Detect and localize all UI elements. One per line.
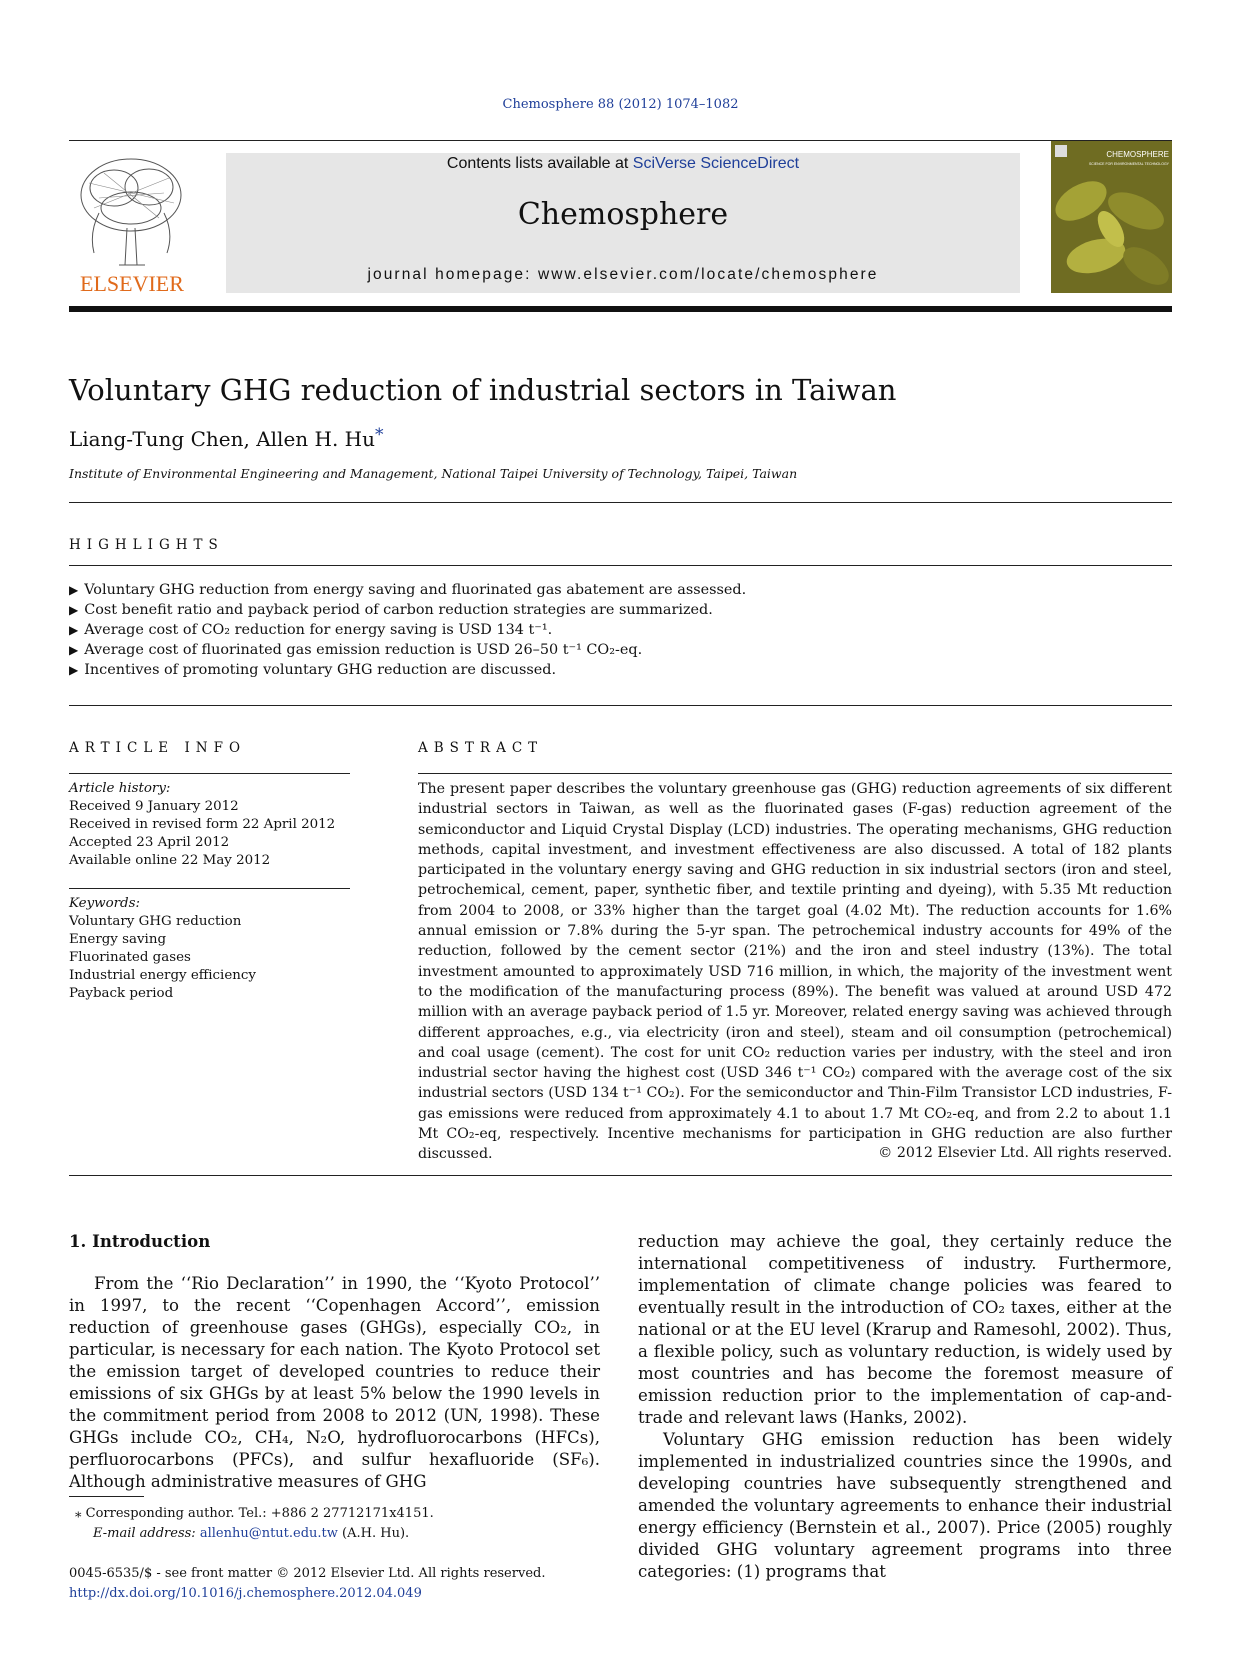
keywords-label: Keywords: <box>69 896 141 911</box>
bullet-triangle-icon: ▶ <box>69 643 79 657</box>
affiliation-rule <box>69 502 1172 503</box>
abstract-heading: ABSTRACT <box>418 740 544 756</box>
email-suffix: (A.H. Hu). <box>342 1526 410 1541</box>
cover-title: CHEMOSPHERE <box>1106 150 1169 159</box>
history-revised: Received in revised form 22 April 2012 <box>69 817 336 832</box>
bullet-triangle-icon: ▶ <box>69 603 79 617</box>
highlights-heading: HIGHLIGHTS <box>69 537 224 553</box>
highlights-bottom-rule <box>69 705 1172 706</box>
body-column-right <box>638 1231 1172 1583</box>
highlight-item: ▶ Cost benefit ratio and payback period of carbon reduction strategies are summarized. <box>69 602 713 618</box>
keyword: Payback period <box>69 986 174 1001</box>
elsevier-tree-icon <box>69 153 196 295</box>
body-column-left <box>69 1273 600 1493</box>
highlights-rule <box>69 565 1172 566</box>
email-link[interactable]: allenhu@ntut.edu.tw <box>199 1526 338 1541</box>
highlight-item: ▶ Incentives of promoting voluntary GHG reduction are discussed. <box>69 662 557 678</box>
keywords-block <box>69 895 256 1003</box>
journal-citation[interactable]: Chemosphere 88 (2012) 1074–1082 <box>502 97 739 112</box>
cover-leaves-icon <box>1051 141 1172 293</box>
intro-paragraph-2: Voluntary GHG emission reduction has been widely implemented in industrialized countries since the 1990s, and developing countries have subsequently strengthened and amended the voluntary agreements to enhance their industrial energy efficiency (Bernstein et al., 2007). Price (2005) roughly divided GHG voluntary agreement programs into three categories: (1) programs that <box>638 1430 1172 1581</box>
sciencedirect-link[interactable]: SciVerse ScienceDirect <box>632 155 800 172</box>
history-online: Available online 22 May 2012 <box>69 853 271 868</box>
journal-name: Chemosphere <box>517 197 729 232</box>
elsevier-wordmark: ELSEVIER <box>80 271 184 295</box>
journal-cover-image[interactable] <box>1051 141 1172 293</box>
keyword: Energy saving <box>69 932 167 947</box>
highlight-item: ▶ Average cost of fluorinated gas emission reduction is USD 26–50 t⁻¹ CO₂-eq. <box>69 642 643 658</box>
keyword: Voluntary GHG reduction <box>69 914 242 929</box>
highlight-item: ▶ Voluntary GHG reduction from energy saving and fluorinated gas abatement are assessed. <box>69 582 747 598</box>
history-received: Received 9 January 2012 <box>69 799 239 814</box>
intro-paragraph-1: From the ‘‘Rio Declaration’’ in 1990, the ‘‘Kyoto Protocol’’ in 1997, to the recent ‘‘Copenhagen Accord’’, emission reduction of greenhouse gases (GHGs), especially CO₂, in particular, is necessary for each nation. The Kyoto Protocol set the emission target of developed countries to reduce their emissions of six GHGs by at least 5% below the 1990 levels in the commitment period from 2008 to 2012 (UN, 1998). These GHGs include CO₂, CH₄, N₂O, hydrofluorocarbons (HFCs), perfluorocarbons (PFCs), and sulfur hexafluoride (SF₆). Although administrative measures of GHG <box>69 1274 600 1491</box>
corresponding-author-note: ⁎ Corresponding author. Tel.: +886 2 27712171x4151. <box>75 1506 434 1521</box>
section-heading-introduction: 1. Introduction <box>69 1231 211 1251</box>
bullet-triangle-icon: ▶ <box>69 623 79 637</box>
keyword: Industrial energy efficiency <box>69 968 256 983</box>
highlights-list <box>69 580 746 680</box>
front-matter-info <box>69 1564 545 1604</box>
author-names: Liang-Tung Chen, Allen H. Hu <box>69 427 375 451</box>
contents-availability <box>226 155 1020 173</box>
intro-paragraph-1-continued: reduction may achieve the goal, they certainly reduce the international competitiveness of industry. Furthermore, implementation of climate change policies was feared to eventually result in the introduction of CO₂ taxes, either at the national or at the EU level (Krarup and Ramesohl, 2002). Thus, a flexible policy, such as voluntary reduction, is widely used by most countries and has become the foremost measure of emission reduction prior to the implementation of cap-and-trade and relevant laws (Hanks, 2002). <box>638 1232 1173 1427</box>
abstract-rule <box>418 773 1172 774</box>
issn-line: 0045-6535/$ - see front matter © 2012 Elsevier Ltd. All rights reserved. <box>69 1566 546 1581</box>
bullet-triangle-icon: ▶ <box>69 663 79 677</box>
elsevier-logo[interactable] <box>69 153 196 295</box>
abstract-text: The present paper describes the voluntary greenhouse gas (GHG) reduction agreements of six different industrial sectors in Taiwan, as well as the fluorinated gases (F-gas) reduction agreement of the semiconductor and Liquid Crystal Display (LCD) industries. The operating mechanisms, GHG reduction methods, capital investment, and investment effectiveness are also discussed. A total of 182 plants participated in the voluntary energy saving and GHG reduction in six industrial sectors (iron and steel, petrochemical, cement, paper, synthetic fiber, and textile printing and dyeing), with 5.35 Mt reduction from 2004 to 2008, or 33% higher than the target goal (4.02 Mt). The reduction accounts for 1.6% annual emission or 7.8% during the 5-yr span. The petrochemical industry accounts for 49% of the reduction, followed by the cement sector (21%) and the iron and steel industry (13%). The total investment amounted to approximately USD 716 million, in which, the majority of the investment went to the modification of the manufacturing process (89%). The benefit was valued at around USD 472 million with an average payback period of 1.5 yr. Moreover, related energy saving was achieved through different approaches, e.g., via electricity (iron and steel), steam and oil consumption (petrochemical) and coal usage (cement). The cost for unit CO₂ reduction varies per industry, with the steel and iron industrial sector having the highest cost (USD 346 t⁻¹ CO₂) compared with the average cost of the six industrial sectors (USD 134 t⁻¹ CO₂). For the semiconductor and Thin-Film Transistor LCD industries, F-gas emissions were reduced from approximately 4.1 to about 1.7 Mt CO₂-eq, and from 2.2 to about 1.1 Mt CO₂-eq, respectively. Incentive mechanisms for participation in GHG reduction are also further discussed. <box>418 781 1172 1163</box>
highlight-item: ▶ Average cost of CO₂ reduction for energy saving is USD 134 t⁻¹. <box>69 622 553 638</box>
abstract-copyright: © 2012 Elsevier Ltd. All rights reserved. <box>878 1145 1172 1161</box>
email-label: E-mail address: <box>93 1526 196 1541</box>
article-info-rule <box>69 773 350 774</box>
journal-homepage[interactable]: journal homepage: www.elsevier.com/locate/chemosphere <box>367 266 879 283</box>
footnote-rule <box>69 1496 144 1497</box>
article-authors <box>69 425 384 451</box>
keywords-rule <box>69 888 350 889</box>
footnote <box>69 1504 434 1544</box>
bullet-triangle-icon: ▶ <box>69 583 79 597</box>
doi-link[interactable]: http://dx.doi.org/10.1016/j.chemosphere.2012.04.049 <box>69 1586 422 1601</box>
author-affiliation: Institute of Environmental Engineering and Management, National Taipei University of Technology, Taipei, Taiwan <box>69 466 798 481</box>
email-line <box>69 1524 434 1544</box>
corresponding-author-mark[interactable]: * <box>375 425 384 445</box>
cover-subtitle: SCIENCE FOR ENVIRONMENTAL TECHNOLOGY <box>1088 162 1169 166</box>
header-bottom-rule <box>69 306 1172 312</box>
article-title: Voluntary GHG reduction of industrial sectors in Taiwan <box>69 373 897 407</box>
article-info-heading: ARTICLE INFO <box>69 740 247 756</box>
article-history <box>69 780 335 870</box>
abstract-bottom-rule <box>69 1175 1172 1176</box>
contents-prefix: Contents lists available at <box>446 155 633 172</box>
history-accepted: Accepted 23 April 2012 <box>69 835 230 850</box>
keyword: Fluorinated gases <box>69 950 191 965</box>
journal-header-box <box>226 153 1020 293</box>
history-label: Article history: <box>69 781 171 796</box>
header-top-rule <box>69 140 1172 141</box>
